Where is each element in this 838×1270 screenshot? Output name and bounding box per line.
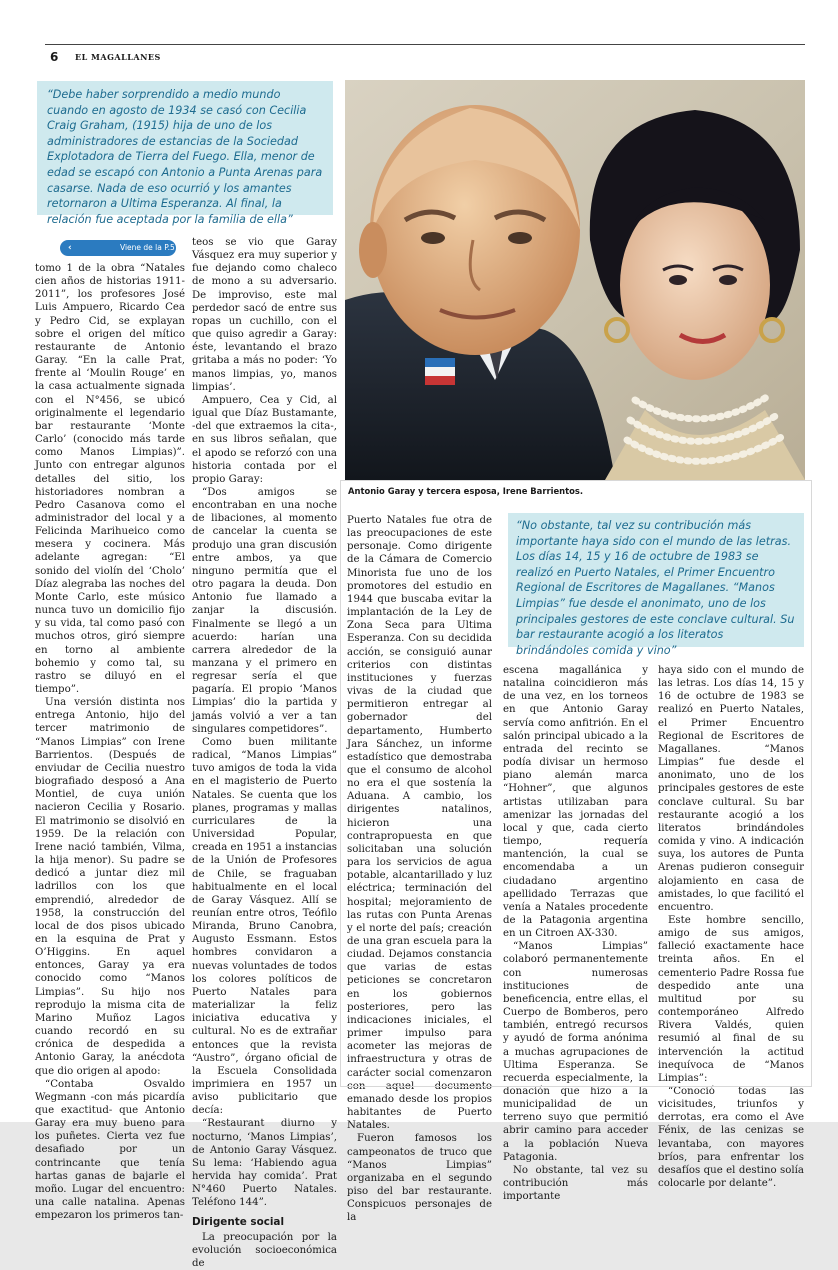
portrait-photo xyxy=(345,80,805,480)
paragraph: tomo 1 de la obra “Natales cien años de historias 1911-2011”, los profesores José Luis Ampuero, Ricardo Cea y Pedro Cid, se explayan sobre el origen del mítico restaurante de Antonio Garay. “En la calle Prat, frente al ‘Moulin Rouge’ en la casa actualmente signada con el N°456, se ubicó originalmente el legendario bar restaurante ‘Monte Carlo’ (conocido más tarde como Manos Limpias)”. Junto con entregar algunos detalles del sitio, los historiadores nombran a Pedro Casanova como el administrador del local y a Felicinda Marihueico como mesera y cocinera. Más adelante agregan: “El sonido del violín del ‘Cholo’ Díaz alegraba las noches del Monte Carlo, este músico nunca tuvo un domicilio fijo y su vida, tal como pasó con muchos otros, giró siempre en torno al ambiente bohemio y como tal, su rastro se diluyó en el tiempo”. xyxy=(35,263,185,695)
article-column-5 xyxy=(658,664,804,1190)
paragraph: teos se vio que Garay Vásquez era muy superior y fue dejando como chaleco de mono a su adversario. De improviso, este mal perdedor sacó de entre sus ropas un cuchillo, con el que quiso agredir a Garay: éste, levantando el brazo gritaba a más no poder: ‘Yo manos limpias, yo, manos limpias’. xyxy=(192,237,337,393)
article-column-3 xyxy=(347,514,492,1224)
article-column-2 xyxy=(192,236,337,1270)
continued-from-label: Viene de la P.5 xyxy=(120,243,175,252)
photo-caption: Antonio Garay y tercera esposa, Irene Barrientos. xyxy=(348,486,584,496)
pull-quote-top: “Debe haber sorprendido a medio mundo cuando en agosto de 1934 se casó con Cecilia Craig Graham, (1915) hija de uno de los administradores de estancias de la Sociedad Explotadora de Tierra del Fuego. Ella, menor de edad se escapó con Antonio a Punta Arenas para casarse. Nada de eso ocurrió y los amantes retornaron a Ultima Esperanza. Al final, la relación fue aceptada por la familia de ella” xyxy=(34,78,336,218)
paragraph: “Restaurant diurno y nocturno, ‘Manos Limpias’, de Antonio Garay Vásquez. Su lema: ‘Habiendo agua hervida hay comida’. Prat N°460 Puerto Natales. Teléfono 144”. xyxy=(192,1118,337,1209)
pull-quote-middle: “No obstante, tal vez su contribución más importante haya sido con el mundo de las letras. Los días 14, 15 y 16 de octubre de 1983 se realizó en Puerto Natales, el Primer Encuentro Regional de Escritores de Magallanes. “Manos Limpias” fue desde el anonimato, uno de los principales gestores de este conclave cultural. Su bar restaurante acogió a los literatos brindándoles comida y vino” xyxy=(508,513,804,647)
article-column-1 xyxy=(35,262,185,1222)
paragraph: Ampuero, Cea y Cid, al igual que Díaz Bustamante, -del que extraemos la cita-, en sus libros señalan, que el apodo se reforzó con una historia contada por el propio Garay: xyxy=(192,394,337,485)
paragraph: Puerto Natales fue otra de las preocupaciones de este personaje. Como dirigente de la Cámara de Comercio Minorista fue uno de los promotores del estudio en 1944 que buscaba evitar la implantación de la Ley de Zona Seca para Ultima Esperanza. Con su decidida acción, se consiguió aunar criterios con distintas instituciones y fuerzas vivas de la ciudad que permitieron entregar al gobernador del departamento, Humberto Jara Sánchez, un informe estadístico que demostraba que el consumo de alcohol no era el que sostenía la Aduana. A cambio, los dirigentes natalinos, hicieron una contrapropuesta en que solicitaban una solución para los servicios de agua potable, alcantarillado y luz eléctrica; terminación del hospital; mejoramiento de las rutas con Punta Arenas y el norte del país; creación de una gran escuela para la ciudad. Dejamos constancia que varias de estas peticiones se concretaron en los gobiernos posteriores, pero las indicaciones iniciales, el primer impulso para acometer las mejoras de infraestructura y otras de carácter social comenzaron con aquel documento emanado desde los propios habitantes de Puerto Natales. xyxy=(347,515,492,1132)
paragraph: Fueron famosos los campeonatos de truco que “Manos Limpias” organizaba en el segundo piso del bar restaurante. Conspicuos personajes de la xyxy=(347,1133,492,1224)
chevron-left-icon: ‹ xyxy=(68,243,72,253)
page-header xyxy=(45,44,805,71)
publication-name: EL MAGALLANES xyxy=(75,52,161,62)
paragraph: “Dos amigos se encontraban en una noche de libaciones, al momento de cancelar la cuenta se produjo una gran discusión entre ambos, ya que ninguno permitía que el otro pagara la deuda. Don Antonio fue llamado a zanjar la discusión. Finalmente se llegó a un acuerdo: harían una carrera alrededor de la manzana y el primero en regresar sería el que pagaría. El propio ‘Manos Limpias’ dio la partida y jamás volvió a ver a tan singulares competidores”. xyxy=(192,486,337,735)
paragraph: haya sido con el mundo de las letras. Los días 14, 15 y 16 de octubre de 1983 se realizó en Puerto Natales, el Primer Encuentro Regional de Escritores de Magallanes. “Manos Limpias” fue desde el anonimato, uno de los principales gestores de este conclave cultural. Su bar restaurante acogió a los literatos brindándoles comida y vino. A indicación suya, los autores de Punta Arenas pudieron conseguir alojamiento en casa de amistades, lo que facilitó el encuentro. xyxy=(658,665,804,913)
paragraph: Una versión distinta nos entrega Antonio, hijo del tercer matrimonio de “Manos Limpias” con Irene Barrientos. (Después de enviudar de Cecilia nuestro biografiado desposó a Ana Montiel, de cuya unión nacieron Cecilia y Rosario. El matrimonio se disolvió en 1959. De la relación con Irene nació también, Vilma, la hija menor). Su padre se dedicó a juntar diez mil ladrillos con los que emprendió, alrededor de 1958, la construcción del local de dos pisos ubicado en la esquina de Prat y O’Higgins. En aquel entonces, Garay ya era conocido como “Manos Limpias”. Su hijo nos reprodujo la misma cita de Marino Muñoz Lagos cuando recordó en su crónica de despedida a Antonio Garay, la anécdota que dio origen al apodo: xyxy=(35,697,185,1077)
section-subheading: Dirigente social xyxy=(192,1215,285,1228)
paragraph: La preocupación por la evolución socioeconómica de xyxy=(192,1231,337,1269)
page-number: 6 xyxy=(50,50,59,64)
paragraph: “Contaba Osvaldo Wegmann -con más picardía que exactitud- que Antonio Garay era muy bueno para los puñetes. Cierta vez fue desafiado por un contrincante que tenía hartas ganas de bajarle el moño. Lugar del encuentro: una calle natalina. Apenas empezaron los primeros tan- xyxy=(35,1078,185,1222)
paragraph: “Manos Limpias” colaboró permanentemente con numerosas instituciones de beneficencia, entre ellas, el Cuerpo de Bomberos, pero también, entregó recursos y ayudó de forma anónima a muchas agrupaciones de Ultima Esperanza. Se recuerda especialmente, la donación que hizo a la municipalidad de un terreno suyo que permitió abrir camino para acceder a la población Nueva Patagonia. xyxy=(503,941,648,1163)
paragraph: “Conoció todas las vicisitudes, triunfos y derrotas, era como el Ave Fénix, de las cenizas se levantaba, con mayores bríos, para enfrentar los desafíos que el destino solía colocarle por delante”. xyxy=(658,1086,804,1190)
paragraph: No obstante, tal vez su contribución más importante xyxy=(503,1164,648,1203)
continued-from-badge[interactable] xyxy=(60,240,176,256)
paragraph: Este hombre sencillo, amigo de sus amigos, falleció exactamente hace treinta años. En el cementerio Padre Rossa fue despedido ante una multitud por su contemporáneo Alfredo Rivera Valdés, quien resumió al final de su intervención la actitud inequívoca de “Manos Limpias”: xyxy=(658,914,804,1084)
article-column-4 xyxy=(503,664,648,1203)
paragraph: Como buen militante radical, “Manos Limpias” tuvo amigos de toda la vida en el magisterio de Puerto Natales. Se cuenta que los planes, programas y mallas curriculares de la Universidad Popular, creada en 1951 a instancias de la Unión de Profesores de Chile, se fraguaban habitualmente en el local de Garay Vásquez. Allí se reunían entre otros, Teófilo Miranda, Bruno Canobra, Augusto Essmann. Estos hombres convidaron a nuevas voluntades de todos los colores políticos de Puerto Natales para materializar la feliz iniciativa educativa y cultural. No es de extrañar entonces que la revista “Austro”, órgano oficial de la Escuela Consolidada imprimiera en 1957 un aviso publicitario que decía: xyxy=(192,736,337,1117)
paragraph: escena magallánica y natalina coincidieron más de una vez, en los torneos en que Antonio Garay servía como anfitrión. En el salón principal ubicado a la entrada del recinto se podía divisar un hermoso piano alemán marca “Hohner”, que algunos artistas utilizaban para amenizar las jornadas del local y que, cada cierto tiempo, requería mantención, la cual se encomendaba a un ciudadano argentino apellidado Terrazas que venía a Natales procedente de la Patagonia argentina en un Citroen AX-330. xyxy=(503,665,648,940)
portrait-illustration xyxy=(345,80,805,480)
